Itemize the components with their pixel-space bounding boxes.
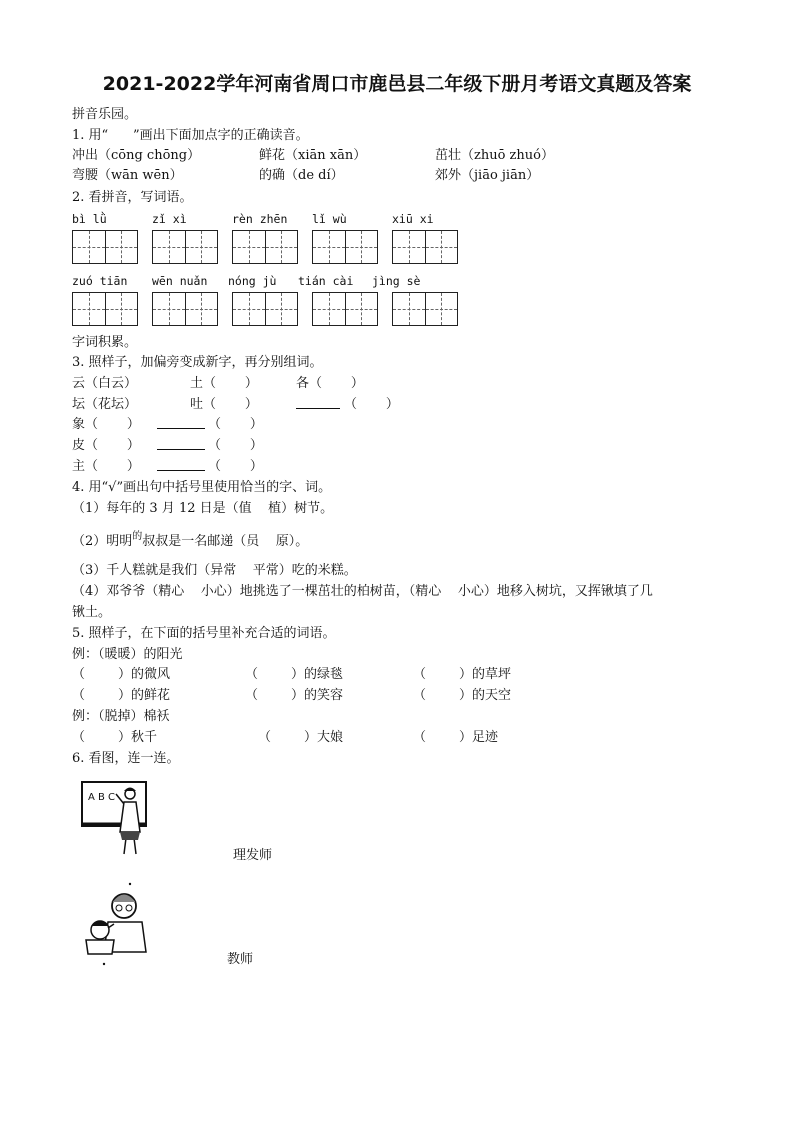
- q5-item: （ ）的鲜花: [72, 688, 171, 703]
- q5-item: （ ）的天空: [413, 688, 512, 703]
- q1-item: 弯腰（wān wēn）: [72, 168, 183, 183]
- q3-answer-paren: （ ）: [208, 459, 263, 474]
- pinyin-label: rèn zhēn: [232, 212, 288, 226]
- writing-box[interactable]: [232, 230, 298, 264]
- page-title: 2021-2022学年河南省周口市鹿邑县二年级下册月考语文真题及答案: [102, 73, 692, 95]
- q3-answer-paren: （ ）: [344, 397, 399, 412]
- dotted-char: 的: [132, 531, 143, 542]
- pinyin-label: jìng sè: [372, 274, 421, 288]
- q4-sentence-cont: 锹土。: [72, 605, 112, 620]
- q1-item: 鲜花（xiān xān）: [259, 148, 367, 163]
- q3-item: 皮（ ）: [72, 438, 140, 453]
- q3-example: 坛（花坛）: [72, 397, 138, 412]
- q4-text: （2）明明: [72, 534, 133, 549]
- writing-box[interactable]: [312, 292, 378, 326]
- q1-stem: 1. 用“ ”画出下面加点字的正确读音。: [72, 128, 309, 143]
- writing-box[interactable]: [152, 230, 218, 264]
- q5-item: （ ）的草坪: [413, 667, 512, 682]
- writing-box[interactable]: [392, 230, 458, 264]
- q5-item: （ ）秋千: [72, 730, 158, 745]
- q3-item: 各（ ）: [296, 376, 364, 391]
- q4-sentence: （1）每年的 3 月 12 日是（值 植）树节。: [72, 501, 334, 516]
- section-ziciji: 字词积累。: [72, 335, 138, 350]
- q1-item: 的确（de dí）: [259, 168, 344, 183]
- q4-text: 叔叔是一名邮递（员 原）。: [142, 534, 309, 549]
- q5-item: （ ）大娘: [258, 730, 344, 745]
- q4-stem: 4. 用“√”画出句中括号里使用恰当的字、词。: [72, 480, 332, 495]
- q4-sentence: [72, 531, 309, 551]
- q3-item: 吐（ ）: [190, 397, 258, 412]
- q3-answer-line[interactable]: [157, 459, 205, 476]
- q3-answer-line[interactable]: [157, 438, 205, 455]
- q3-answer-paren: （ ）: [208, 417, 263, 432]
- q5-example: 例：（脱掉）棉袄: [72, 709, 170, 724]
- q3-stem: 3. 照样子，加偏旁变成新字，再分别组词。: [72, 355, 323, 370]
- match-label-teacher: 教师: [227, 952, 254, 967]
- q5-item: （ ）足迹: [413, 730, 499, 745]
- writing-box[interactable]: [72, 230, 138, 264]
- pinyin-label: lǐ wù: [312, 212, 347, 226]
- board-letters: A B C: [88, 792, 116, 803]
- pinyin-label: nóng jù: [228, 274, 277, 288]
- teacher-illustration: [80, 778, 150, 858]
- pinyin-label: wēn nuǎn: [152, 274, 208, 288]
- q3-item: 主（ ）: [72, 459, 140, 474]
- pinyin-label: tián cài: [298, 274, 354, 288]
- q3-answer-paren: （ ）: [208, 438, 263, 453]
- q4-sentence: （4）邓爷爷（精心 小心）地挑选了一棵茁壮的柏树苗，（精心 小心）地移入树坑，又挥锹填了几: [72, 584, 653, 599]
- q3-example: 云（白云）: [72, 376, 138, 391]
- q1-item: 冲出（cōng chōng）: [72, 148, 201, 163]
- writing-box[interactable]: [392, 292, 458, 326]
- q2-stem: 2. 看拼音，写词语。: [72, 190, 193, 205]
- q5-item: （ ）的笑容: [245, 688, 344, 703]
- q3-answer-line[interactable]: [157, 417, 205, 434]
- writing-box[interactable]: [312, 230, 378, 264]
- q5-item: （ ）的微风: [72, 667, 171, 682]
- pinyin-label: bì lǜ: [72, 212, 107, 226]
- q3-item: 土（ ）: [190, 376, 258, 391]
- q6-stem: 6. 看图，连一连。: [72, 751, 180, 766]
- q5-example: 例：（暖暖）的阳光: [72, 647, 183, 662]
- q5-item: （ ）的绿毯: [245, 667, 344, 682]
- q4-sentence: （3）千人糕就是我们（异常 平常）吃的米糕。: [72, 563, 357, 578]
- q3-answer-line[interactable]: [296, 397, 340, 414]
- writing-box[interactable]: [72, 292, 138, 326]
- match-label-barber: 理发师: [233, 848, 273, 863]
- q5-stem: 5. 照样子，在下面的括号里补充合适的词语。: [72, 626, 336, 641]
- pinyin-label: zuó tiān: [72, 274, 128, 288]
- q1-item: 郊外（jiāo jiān）: [435, 168, 540, 183]
- barber-illustration: [78, 880, 150, 966]
- pinyin-label: xiū xi: [392, 212, 434, 226]
- section-pinyin: 拼音乐园。: [72, 107, 138, 122]
- q3-item: 象（ ）: [72, 417, 140, 432]
- pinyin-label: zǐ xì: [152, 212, 187, 226]
- q1-item: 茁壮（zhuō zhuó）: [435, 148, 554, 163]
- writing-box[interactable]: [152, 292, 218, 326]
- writing-box[interactable]: [232, 292, 298, 326]
